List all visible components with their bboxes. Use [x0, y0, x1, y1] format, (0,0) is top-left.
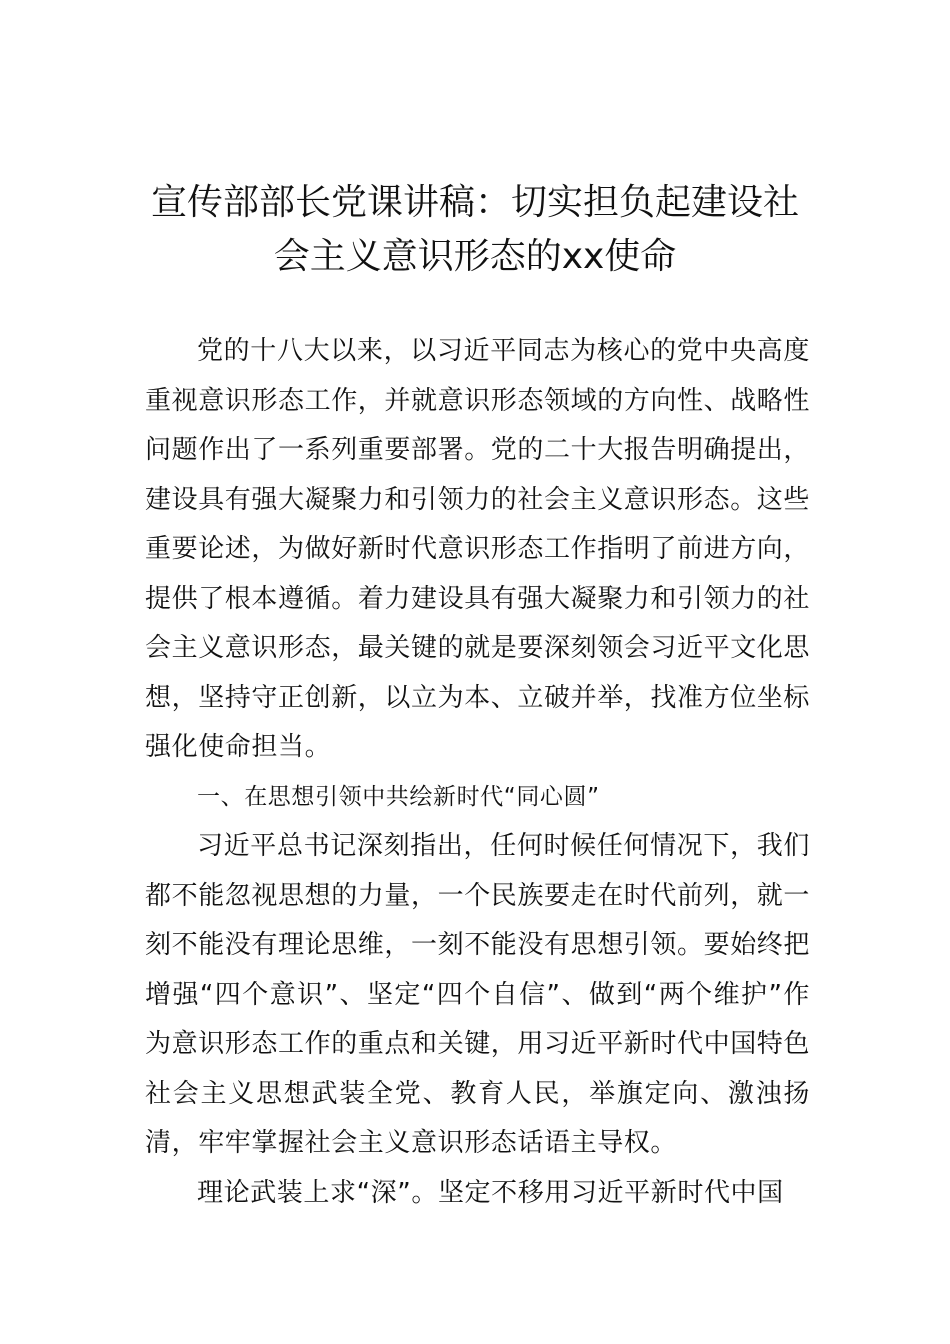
title-line-1: 宣传部部长党课讲稿：切实担负起建设社 — [150, 182, 799, 223]
paragraph-intro: 党的十八大以来，以习近平同志为核心的党中央高度重视意识形态工作，并就意识形态领域的方向性、战略性问题作出了一系列重要部署。党的二十大报告明确提出，建设具有强大凝聚力和引领力的社会主义意识形态。这些重要论述，为做好新时代意识形态工作指明了前进方向，提供了根本遵循。着力建设具有强大凝聚力和引领力的社会主义意识形态，最关键的就是要深刻领会习近平文化思想，坚持守正创新，以立为本、立破并举，找准方位坐标强化使命担当。 — [145, 336, 811, 762]
section-heading-1: 一、在思想引领中共绘新时代“同心圆” — [197, 783, 600, 810]
document-title — [145, 176, 805, 284]
title-line-2: 会主义意识形态的xx使命 — [273, 236, 677, 277]
paragraph-theory: 理论武装上求“深”。坚定不移用习近平新时代中国 — [197, 1177, 784, 1208]
document-body — [145, 327, 810, 1218]
paragraph-section-1: 习近平总书记深刻指出，任何时候任何情况下，我们都不能忽视思想的力量，一个民族要走在时代前列，就一刻不能没有理论思维，一刻不能没有思想引领。要始终把增强“四个意识”、坚定“四个自信”、做到“两个维护”作为意识形态工作的重点和关键，用习近平新时代中国特色社会主义思想武装全党、教育人民，举旗定向、激浊扬清，牢牢掌握社会主义意识形态话语主导权。 — [145, 831, 811, 1158]
